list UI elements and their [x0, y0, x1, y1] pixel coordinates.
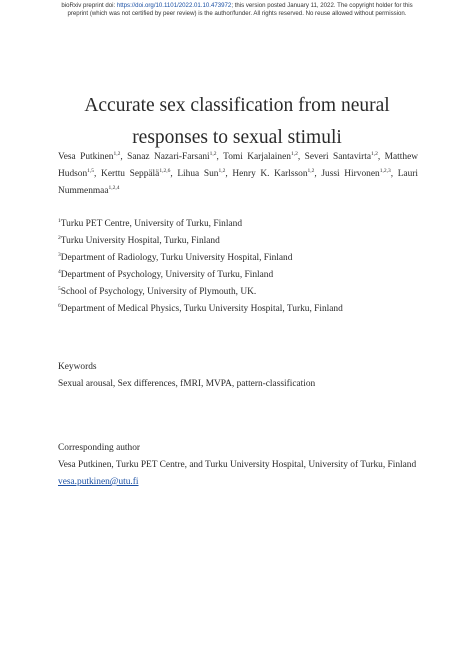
- author-affiliation-marker: 1,5: [87, 168, 95, 174]
- affiliation-number: 4: [58, 269, 61, 275]
- author-affiliation-marker: 1,2: [371, 151, 378, 157]
- affiliation-item: [58, 216, 438, 233]
- affiliation-list: [58, 216, 438, 318]
- affiliation-number: 6: [58, 303, 61, 309]
- author-affiliation-marker: 1,2,3: [379, 168, 391, 174]
- author-affiliation-marker: 1,2: [218, 168, 226, 174]
- author: [232, 169, 314, 179]
- doi-link[interactable]: https://doi.org/10.1101/2022.01.10.473972: [116, 2, 232, 9]
- author: [305, 152, 378, 162]
- affiliation-text: Department of Psychology, University of Turku, Finland: [60, 270, 274, 280]
- corresponding-author-text: Vesa Putkinen, Turku PET Centre, and Turku University Hospital, University of Turku, Finland: [58, 460, 417, 470]
- author-affiliation-marker: 1,2,4: [108, 185, 120, 191]
- author: [58, 152, 120, 162]
- affiliation-number: 1: [58, 218, 61, 224]
- author-name: Tomi Karjalainen: [223, 152, 291, 162]
- keywords-section: [58, 359, 438, 393]
- corresponding-email-link[interactable]: vesa.putkinen@utu.fi: [58, 477, 139, 487]
- author: [177, 169, 225, 179]
- corresponding-author-section: [58, 440, 438, 491]
- author-affiliation-marker: 1,2: [290, 151, 298, 157]
- keywords-text: Sexual arousal, Sex differences, fMRI, MVPA, pattern-classification: [58, 379, 316, 389]
- preprint-notice-line-1: [0, 2, 474, 10]
- author-affiliation-marker: 1,2,6: [159, 168, 171, 174]
- author-name: Matthew Hudson: [58, 152, 418, 179]
- author-affiliation-marker: 1,2: [113, 151, 121, 157]
- author-name: Kerttu Seppälä: [101, 169, 160, 179]
- author-name: Sanaz Nazari-Farsani: [127, 152, 210, 162]
- preprint-notice-prefix: bioRxiv preprint doi:: [61, 2, 117, 9]
- author-name: Vesa Putkinen: [58, 152, 114, 162]
- author-name: Lauri Nummenmaa: [58, 169, 419, 196]
- affiliation-item: [58, 267, 438, 284]
- preprint-notice: [0, 2, 474, 19]
- affiliation-number: 3: [58, 252, 61, 258]
- author-affiliation-marker: 1,2: [307, 168, 315, 174]
- affiliation-number: 5: [58, 286, 61, 292]
- keywords-heading: Keywords: [58, 362, 97, 372]
- author-name: Jussi Hirvonen: [321, 169, 380, 179]
- author-name: Henry K. Karlsson: [232, 169, 308, 179]
- affiliation-text: Department of Medical Physics, Turku University Hospital, Turku, Finland: [60, 304, 343, 314]
- author-list: Vesa Putkinen$^{1,2}$, Sanaz Nazari-Farsani$^{1,2}$, Tomi Karjalainen$^{1,2}$, Severi Santavirta$^{1,2}$, Matthew Hudson$^{1,5}$, Kerttu Seppälä$^{1,2,6}$, Lihua Sun$^{1,2}$, Henry K. Karlsson$^{1,2}$, Jussi Hirvonen$^{1,2,3}$, Lauri Nummenmaa$^{1,2,4}$: [58, 151, 419, 196]
- author-affiliation-marker: 1,2: [209, 151, 217, 157]
- author: [101, 169, 170, 179]
- affiliation-item: [58, 250, 438, 267]
- preprint-notice-suffix: ; this version posted January 11, 2022. The copyright holder for this: [231, 2, 413, 9]
- affiliation-text: Department of Radiology, Turku University Hospital, Finland: [60, 253, 293, 263]
- author: [223, 152, 298, 162]
- affiliation-number: 2: [58, 235, 61, 241]
- affiliation-text: School of Psychology, University of Plymouth, UK.: [60, 287, 257, 297]
- preprint-notice-line-2: preprint (which was not certified by peer review) is the author/funder. All rights reserved. No reuse allowed without permission.: [67, 10, 407, 18]
- affiliation-text: Turku PET Centre, University of Turku, Finland: [60, 219, 243, 229]
- author-name: Lihua Sun: [177, 169, 219, 179]
- paper-title-line-2: responses to sexual stimuli: [132, 127, 342, 148]
- paper-title-line-1: Accurate sex classification from neural: [84, 95, 390, 116]
- affiliation-item: [58, 233, 438, 250]
- affiliation-item: [58, 284, 438, 301]
- affiliation-item: [58, 301, 438, 318]
- affiliation-text: Turku University Hospital, Turku, Finland: [60, 236, 220, 246]
- author: [127, 152, 216, 162]
- paper-title: [40, 90, 434, 154]
- corresponding-heading: Corresponding author: [58, 443, 141, 453]
- author-name: Severi Santavirta: [304, 152, 372, 162]
- author: [321, 169, 390, 179]
